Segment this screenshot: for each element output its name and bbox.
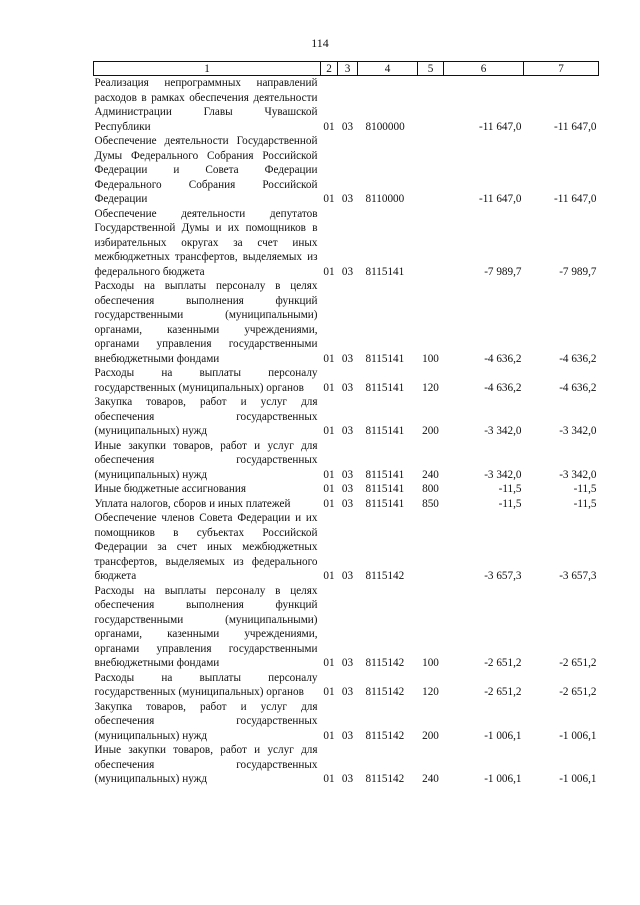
header-col-3: 3 (338, 62, 358, 76)
budget-table (93, 61, 599, 787)
table-row (94, 134, 599, 207)
row-expense-type: 240 (422, 773, 439, 785)
row-expense-type: 100 (422, 657, 439, 669)
table-row (94, 700, 599, 744)
page-number: 114 (311, 36, 329, 50)
header-col-5: 5 (418, 62, 444, 76)
row-subsection: 03 (341, 193, 354, 205)
row-total: -2 651,2 (559, 686, 597, 698)
row-amount: -2 651,2 (484, 657, 522, 669)
row-description: Иные закупки товаров, работ и услуг для обеспечения государственных (муниципальных) нужд (94, 744, 318, 785)
row-amount: -7 989,7 (484, 265, 522, 278)
row-amount: -11 647,0 (479, 193, 522, 205)
row-description: Обеспечение деятельности депутатов Государственной Думы и их помощников в избирательных округах за счет иных межбюджетных трансфертов, выделяемых из федерального бюджета (94, 207, 318, 278)
row-expense-type (418, 207, 444, 280)
row-target-code: 8115141 (365, 265, 405, 278)
row-amount: -4 636,2 (484, 352, 522, 365)
header-col-2: 2 (321, 62, 338, 76)
row-target-code: 8115141 (365, 483, 405, 495)
row-subsection: 03 (341, 381, 354, 394)
header-col-6: 6 (444, 62, 524, 76)
row-section: 01 (323, 265, 335, 278)
row-amount: -4 636,2 (484, 381, 522, 394)
row-total: -3 657,3 (559, 570, 597, 582)
row-subsection: 03 (341, 773, 354, 785)
row-subsection: 03 (341, 425, 354, 437)
row-expense-type: 200 (422, 425, 439, 437)
row-subsection: 03 (341, 483, 354, 495)
row-subsection: 03 (341, 352, 354, 365)
row-total: -1 006,1 (559, 729, 597, 742)
table-row (94, 279, 599, 366)
row-target-code: 8115141 (365, 425, 405, 437)
row-description: Закупка товаров, работ и услуг для обеспечения государственных (муниципальных) нужд (94, 396, 318, 437)
row-description: Закупка товаров, работ и услуг для обеспечения государственных (муниципальных) нужд (94, 700, 318, 742)
row-subsection: 03 (341, 729, 354, 742)
row-section: 01 (323, 381, 335, 394)
row-total: -4 636,2 (559, 352, 597, 365)
row-target-code: 8115141 (365, 468, 405, 481)
row-target-code: 8115142 (365, 773, 405, 785)
row-amount: -3 342,0 (484, 425, 522, 437)
row-amount: -11,5 (498, 483, 522, 495)
row-target-code: 8115141 (365, 497, 405, 510)
row-amount: -1 006,1 (484, 773, 522, 785)
row-target-code: 8115142 (365, 570, 405, 582)
row-expense-type: 800 (422, 483, 439, 495)
row-description: Реализация непрограммных направлений расходов в рамках обеспечения деятельности Администрации Главы Чувашской Республики (94, 77, 318, 133)
table-row (94, 207, 599, 280)
row-subsection: 03 (341, 570, 354, 582)
row-subsection: 03 (341, 686, 354, 698)
table-row (94, 584, 599, 671)
row-section: 01 (323, 570, 335, 582)
row-amount: -2 651,2 (484, 686, 522, 698)
row-description: Иные закупки товаров, работ и услуг для обеспечения государственных (муниципальных) нужд (94, 439, 318, 481)
row-target-code: 8100000 (365, 120, 405, 133)
table-row (94, 395, 599, 439)
row-section: 01 (323, 773, 335, 785)
table-row (94, 439, 599, 483)
row-expense-type: 240 (422, 468, 439, 481)
table-header-row (94, 62, 599, 76)
row-total: -11 647,0 (554, 193, 597, 205)
row-section: 01 (323, 497, 335, 510)
row-target-code: 8115142 (365, 729, 405, 742)
row-description: Обеспечение членов Совета Федерации и их помощников в субъектах Российской Федерации за счет иных межбюджетных трансфертов, выделяемых из федерального бюджета (94, 512, 318, 582)
row-section: 01 (323, 657, 335, 669)
row-description: Расходы на выплаты персоналу государственных (муниципальных) органов (94, 367, 318, 394)
row-subsection: 03 (341, 265, 354, 278)
row-amount: -3 342,0 (484, 468, 522, 481)
row-amount: -11 647,0 (479, 120, 522, 133)
table-row (94, 482, 599, 497)
row-target-code: 8110000 (365, 193, 405, 205)
row-section: 01 (323, 425, 335, 437)
row-section: 01 (323, 483, 335, 495)
row-description: Иные бюджетные ассигнования (94, 483, 246, 495)
row-description: Расходы на выплаты персоналу в целях обеспечения выполнения функций государственными (муниципальными) органами, казенными учреждениями, органами управления государственными внебюджетными фондами (94, 280, 318, 365)
row-target-code: 8115142 (365, 657, 405, 669)
row-total: -4 636,2 (559, 381, 597, 394)
header-col-1: 1 (94, 62, 321, 76)
row-expense-type: 100 (422, 352, 439, 365)
row-expense-type: 120 (422, 686, 439, 698)
row-total: -3 342,0 (559, 468, 597, 481)
row-target-code: 8115141 (365, 352, 405, 365)
row-total: -7 989,7 (559, 265, 597, 278)
row-description: Обеспечение деятельности Государственной Думы Федерального Собрания Российской Федерации и Совета Федерации Федерального Собрания Российской Федерации (94, 135, 318, 205)
table-row (94, 743, 599, 787)
row-description: Расходы на выплаты персоналу государственных (муниципальных) органов (94, 671, 318, 698)
row-expense-type (418, 511, 444, 584)
header-col-7: 7 (524, 62, 599, 76)
row-target-code: 8115142 (365, 686, 405, 698)
row-section: 01 (323, 729, 335, 742)
row-section: 01 (323, 352, 335, 365)
row-total: -11,5 (573, 497, 597, 510)
row-amount: -11,5 (498, 497, 522, 510)
row-section: 01 (323, 120, 335, 133)
row-expense-type (418, 134, 444, 207)
header-col-4: 4 (358, 62, 418, 76)
row-total: -1 006,1 (559, 773, 597, 785)
row-expense-type: 120 (422, 381, 439, 394)
row-subsection: 03 (341, 120, 354, 133)
row-subsection: 03 (341, 657, 354, 669)
row-total: -11 647,0 (554, 120, 597, 133)
row-expense-type: 850 (422, 497, 439, 510)
row-description: Уплата налогов, сборов и иных платежей (94, 497, 291, 510)
row-amount: -1 006,1 (484, 729, 522, 742)
row-description: Расходы на выплаты персоналу в целях обеспечения выполнения функций государственными (муниципальными) органами, казенными учреждениями, органами управления государственными внебюджетными фондами (94, 584, 318, 669)
table-row (94, 511, 599, 584)
table-row (94, 671, 599, 700)
row-total: -2 651,2 (559, 657, 597, 669)
row-expense-type: 200 (422, 729, 439, 742)
row-subsection: 03 (341, 497, 354, 510)
table-body (94, 76, 599, 787)
row-section: 01 (323, 468, 335, 481)
row-subsection: 03 (341, 468, 354, 481)
row-target-code: 8115141 (365, 381, 405, 394)
row-section: 01 (323, 193, 335, 205)
row-total: -3 342,0 (559, 425, 597, 437)
row-expense-type (418, 76, 444, 135)
table-row (94, 497, 599, 512)
table-row (94, 366, 599, 395)
row-amount: -3 657,3 (484, 570, 522, 582)
table-row (94, 76, 599, 135)
row-total: -11,5 (573, 483, 597, 495)
row-section: 01 (323, 686, 335, 698)
